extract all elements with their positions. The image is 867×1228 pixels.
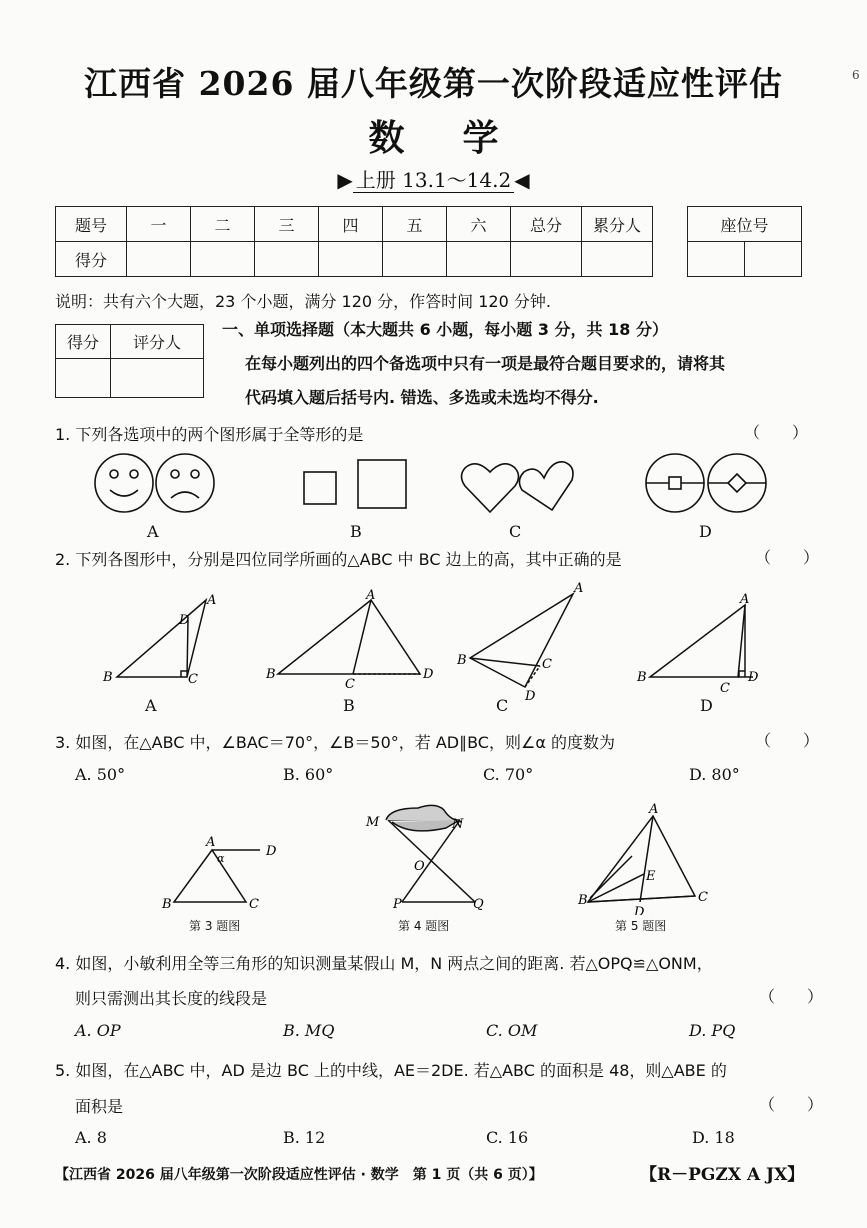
svg-text:B: B [103,670,113,685]
q2-option-c[interactable]: C [496,696,509,715]
score-header: 二 [191,207,255,242]
score-cell[interactable] [191,242,255,277]
q1-option-a[interactable]: A [147,522,159,541]
question-2-text: 2. 下列各图形中，分别是四位同学所画的△ABC 中 BC 边上的高，其中正确的是 [55,550,622,569]
svg-text:A: A [366,588,376,603]
answer-blank-3[interactable]: （ ） [755,731,820,750]
svg-text:O: O [414,859,425,874]
score-cell[interactable] [255,242,319,277]
score-header: 题号 [56,207,127,242]
q2-option-b[interactable]: B [343,696,355,715]
triangle-right-icon: ▶ [337,168,353,192]
question-2-figures [95,580,795,700]
answer-blank-5[interactable]: （ ） [759,1095,824,1114]
q4-option-a[interactable]: A. OP [75,1021,121,1040]
score-cell[interactable] [582,242,653,277]
heart-icon [462,464,519,512]
svg-text:D: D [423,667,434,682]
q4-option-b[interactable]: B. MQ [283,1021,335,1040]
grader-score-cell[interactable] [56,359,111,398]
svg-text:D: D [634,905,645,915]
q2-option-d[interactable]: D [700,696,713,715]
seat-cell[interactable] [688,242,745,277]
svg-text:C: C [249,897,259,912]
seat-cell[interactable] [745,242,802,277]
sad-face-icon [156,454,214,512]
question-1-figures [60,450,820,530]
svg-text:D: D [748,670,759,685]
score-header: 总分 [511,207,582,242]
svg-text:D: D [266,844,277,859]
q5-option-c[interactable]: C. 16 [486,1128,529,1147]
q4-option-d[interactable]: D. PQ [689,1021,736,1040]
page-footer: 【江西省 2026 届八年级第一次阶段适应性评估 · 数学 第 1 页（共 6 页）】 [55,1167,543,1183]
q1-option-c[interactable]: C [509,522,522,541]
small-square-icon [304,472,336,504]
q3-option-a[interactable]: A. 50° [75,765,126,784]
question-5-text-2: 面积是 [75,1097,124,1116]
score-header: 六 [447,207,511,242]
answer-blank-1[interactable]: （ ） [744,423,809,442]
question-3-4-5-figures [150,800,710,915]
section-title: 一、单项选择题（本大题共 6 小题，每小题 3 分，共 18 分） [222,320,668,339]
question-1-text: 1. 下列各选项中的两个图形属于全等形的是 [55,425,364,444]
svg-text:Q: Q [473,897,484,912]
question-5-text: 5. 如图，在△ABC 中，AD 是边 BC 上的中线，AE＝2DE. 若△ABC 的面积是 48，则△ABE 的 [55,1061,727,1080]
coin-square-hole-icon [646,454,704,512]
seat-label: 座位号 [688,207,802,242]
svg-text:D: D [179,613,190,628]
q1-option-d[interactable]: D [699,522,712,541]
score-cell[interactable] [383,242,447,277]
svg-text:C: C [188,672,198,687]
range-text: 上册 13.1～14.2 [353,168,514,193]
paper-code: 【R－PGZX A JX】 [640,1165,805,1185]
coin-diamond-hole-icon [708,454,766,512]
q4-option-c[interactable]: C. OM [486,1021,538,1040]
score-header: 三 [255,207,319,242]
answer-blank-2[interactable]: （ ） [755,548,820,567]
svg-text:A: A [574,581,584,596]
grader-name-cell[interactable] [111,359,204,398]
grader-name-label: 评分人 [111,325,204,359]
svg-text:B: B [578,893,588,908]
q3-option-c[interactable]: C. 70° [483,765,534,784]
grader-score-label: 得分 [56,325,111,359]
score-cell[interactable] [127,242,191,277]
question-4-text-2: 则只需测出其长度的线段是 [75,989,268,1008]
svg-text:B: B [457,653,467,668]
svg-text:α: α [217,852,225,865]
corner-mark: 6 [852,68,860,82]
svg-text:E: E [646,869,656,884]
score-cell[interactable] [447,242,511,277]
section-instruction-1: 在每小题列出的四个备选项中只有一项是最符合题目要求的，请将其 [245,354,726,373]
score-header: 一 [127,207,191,242]
svg-text:C: C [542,657,552,672]
instructions: 说明：共有六个大题，23 个小题，满分 120 分，作答时间 120 分钟. [55,292,551,311]
large-square-icon [358,460,406,508]
svg-text:A: A [740,592,750,607]
tilted-heart-icon [519,462,573,510]
triangle-left-icon: ◀ [514,168,530,192]
grader-box [55,324,204,398]
svg-text:D: D [525,689,536,700]
q2-option-a[interactable]: A [145,696,157,715]
q5-option-a[interactable]: A. 8 [75,1128,107,1147]
svg-text:A: A [649,802,659,817]
score-table [55,206,653,277]
q1-option-b[interactable]: B [350,522,362,541]
textbook-range [0,164,867,193]
svg-text:B: B [162,897,172,912]
svg-text:N: N [452,817,464,832]
score-header: 累分人 [582,207,653,242]
svg-text:P: P [393,897,402,912]
seat-table [687,206,802,277]
exam-title: 江西省 2026 届八年级第一次阶段适应性评估 [84,64,783,103]
score-row-label: 得分 [56,242,127,277]
svg-text:B: B [637,670,647,685]
score-header: 四 [319,207,383,242]
section-instruction-2: 代码填入题后括号内. 错选、多选或未选均不得分. [245,388,599,407]
answer-blank-4[interactable]: （ ） [759,987,824,1006]
question-4-text: 4. 如图，小敏利用全等三角形的知识测量某假山 M，N 两点之间的距离. 若△OPQ≌△ONM， [55,954,713,973]
svg-text:C: C [698,890,708,905]
score-cell[interactable] [319,242,383,277]
q3-option-d[interactable]: D. 80° [689,765,740,784]
q5-option-b[interactable]: B. 12 [283,1128,326,1147]
smiley-face-icon [95,454,153,512]
svg-text:C: C [720,681,730,696]
subject-title: 数学 [368,117,557,159]
q5-option-d[interactable]: D. 18 [692,1128,735,1147]
q5-figure-caption: 第 5 题图 [615,919,667,933]
score-header: 五 [383,207,447,242]
svg-text:C: C [345,677,355,692]
svg-text:A: A [207,593,217,608]
svg-text:A: A [206,835,216,850]
svg-text:B: B [266,667,276,682]
q4-figure-caption: 第 4 题图 [398,919,450,933]
question-3-text: 3. 如图，在△ABC 中，∠BAC＝70°，∠B＝50°，若 AD∥BC，则∠α 的度数为 [55,733,615,752]
q3-figure-caption: 第 3 题图 [189,919,241,933]
svg-text:M: M [366,815,380,830]
q3-option-b[interactable]: B. 60° [283,765,334,784]
score-cell[interactable] [511,242,582,277]
